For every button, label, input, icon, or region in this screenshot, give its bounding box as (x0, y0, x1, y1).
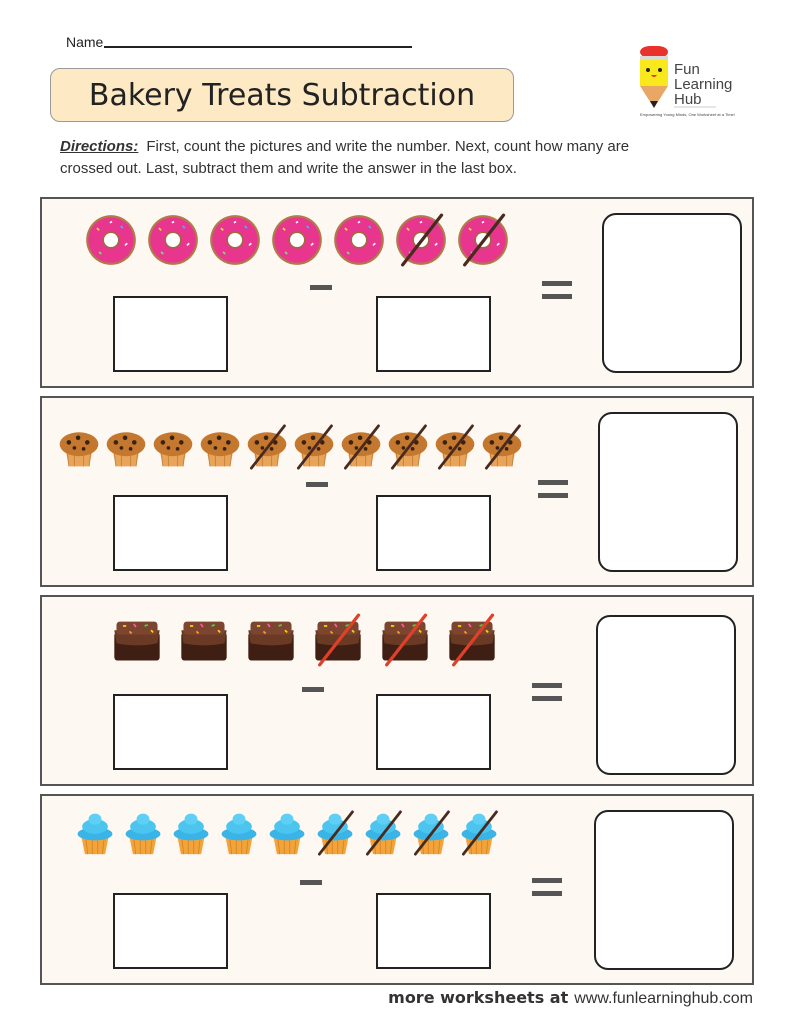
minus-sign (302, 687, 324, 692)
donut-icon (270, 213, 324, 267)
minus-sign (310, 285, 332, 290)
equals-sign (538, 480, 568, 498)
problem-panel-2 (40, 396, 754, 587)
cupcake-icon (264, 810, 310, 856)
muffin-icon-crossed (244, 424, 290, 470)
muffin-icon-crossed (432, 424, 478, 470)
muffin-icon-crossed (479, 424, 525, 470)
footer (388, 988, 753, 1008)
cupcake-icon-crossed (312, 810, 358, 856)
cupcake-icon-crossed (456, 810, 502, 856)
logo-text (674, 62, 732, 107)
donut-icon-crossed (456, 213, 510, 267)
directions-text: First, count the pictures and write the number. Next, count how many are crossed out. Last, subtract them and write the answer in the last box. (60, 138, 630, 177)
name-line[interactable] (104, 46, 412, 48)
cupcake-icon (120, 810, 166, 856)
total-count-box[interactable] (113, 495, 228, 571)
donut-icon (208, 213, 262, 267)
muffin-icon-crossed (385, 424, 431, 470)
logo-line-1: Fun (674, 61, 700, 78)
donut-icon (332, 213, 386, 267)
equals-sign (532, 878, 562, 896)
cupcake-icon (216, 810, 262, 856)
muffin-icon (197, 424, 243, 470)
answer-box[interactable] (594, 810, 734, 970)
problem-panel-3 (40, 595, 754, 786)
answer-box[interactable] (596, 615, 736, 775)
problem-panel-4 (40, 794, 754, 985)
muffin-icon (103, 424, 149, 470)
donut-icon (146, 213, 200, 267)
muffin-icon-crossed (291, 424, 337, 470)
muffin-icon (150, 424, 196, 470)
total-count-box[interactable] (113, 694, 228, 770)
directions (60, 136, 680, 180)
minus-sign (306, 482, 328, 487)
brownie-icon (177, 613, 231, 667)
total-count-box[interactable] (113, 893, 228, 969)
cupcake-icon-crossed (408, 810, 454, 856)
cupcake-icon (72, 810, 118, 856)
crossed-count-box[interactable] (376, 694, 491, 770)
cupcake-icon (168, 810, 214, 856)
crossed-count-box[interactable] (376, 296, 491, 372)
crossed-count-box[interactable] (376, 495, 491, 571)
muffin-icon (56, 424, 102, 470)
minus-sign (300, 880, 322, 885)
brownie-icon (244, 613, 298, 667)
name-label: Name (66, 34, 104, 50)
answer-box[interactable] (602, 213, 742, 373)
brownie-icon-crossed (378, 613, 432, 667)
muffin-icon-crossed (338, 424, 384, 470)
crossed-count-box[interactable] (376, 893, 491, 969)
logo-line-3: Hub (674, 91, 702, 108)
total-count-box[interactable] (113, 296, 228, 372)
answer-box[interactable] (598, 412, 738, 572)
problem-panel-1 (40, 197, 754, 388)
cupcake-icon-crossed (360, 810, 406, 856)
footer-url[interactable]: www.funlearninghub.com (574, 990, 753, 1007)
donut-icon-crossed (394, 213, 448, 267)
worksheet-title: Bakery Treats Subtraction (50, 68, 514, 122)
donut-icon (84, 213, 138, 267)
brownie-icon-crossed (445, 613, 499, 667)
footer-label: more worksheets at (388, 988, 569, 1007)
brownie-icon-crossed (311, 613, 365, 667)
equals-sign (532, 683, 562, 701)
brownie-icon (110, 613, 164, 667)
logo-line-2: Learning (674, 76, 733, 93)
logo-tagline: Empowering Young Minds, One Worksheet at a Time! (640, 112, 735, 117)
equals-sign (542, 281, 572, 299)
directions-label: Directions: (60, 138, 139, 155)
